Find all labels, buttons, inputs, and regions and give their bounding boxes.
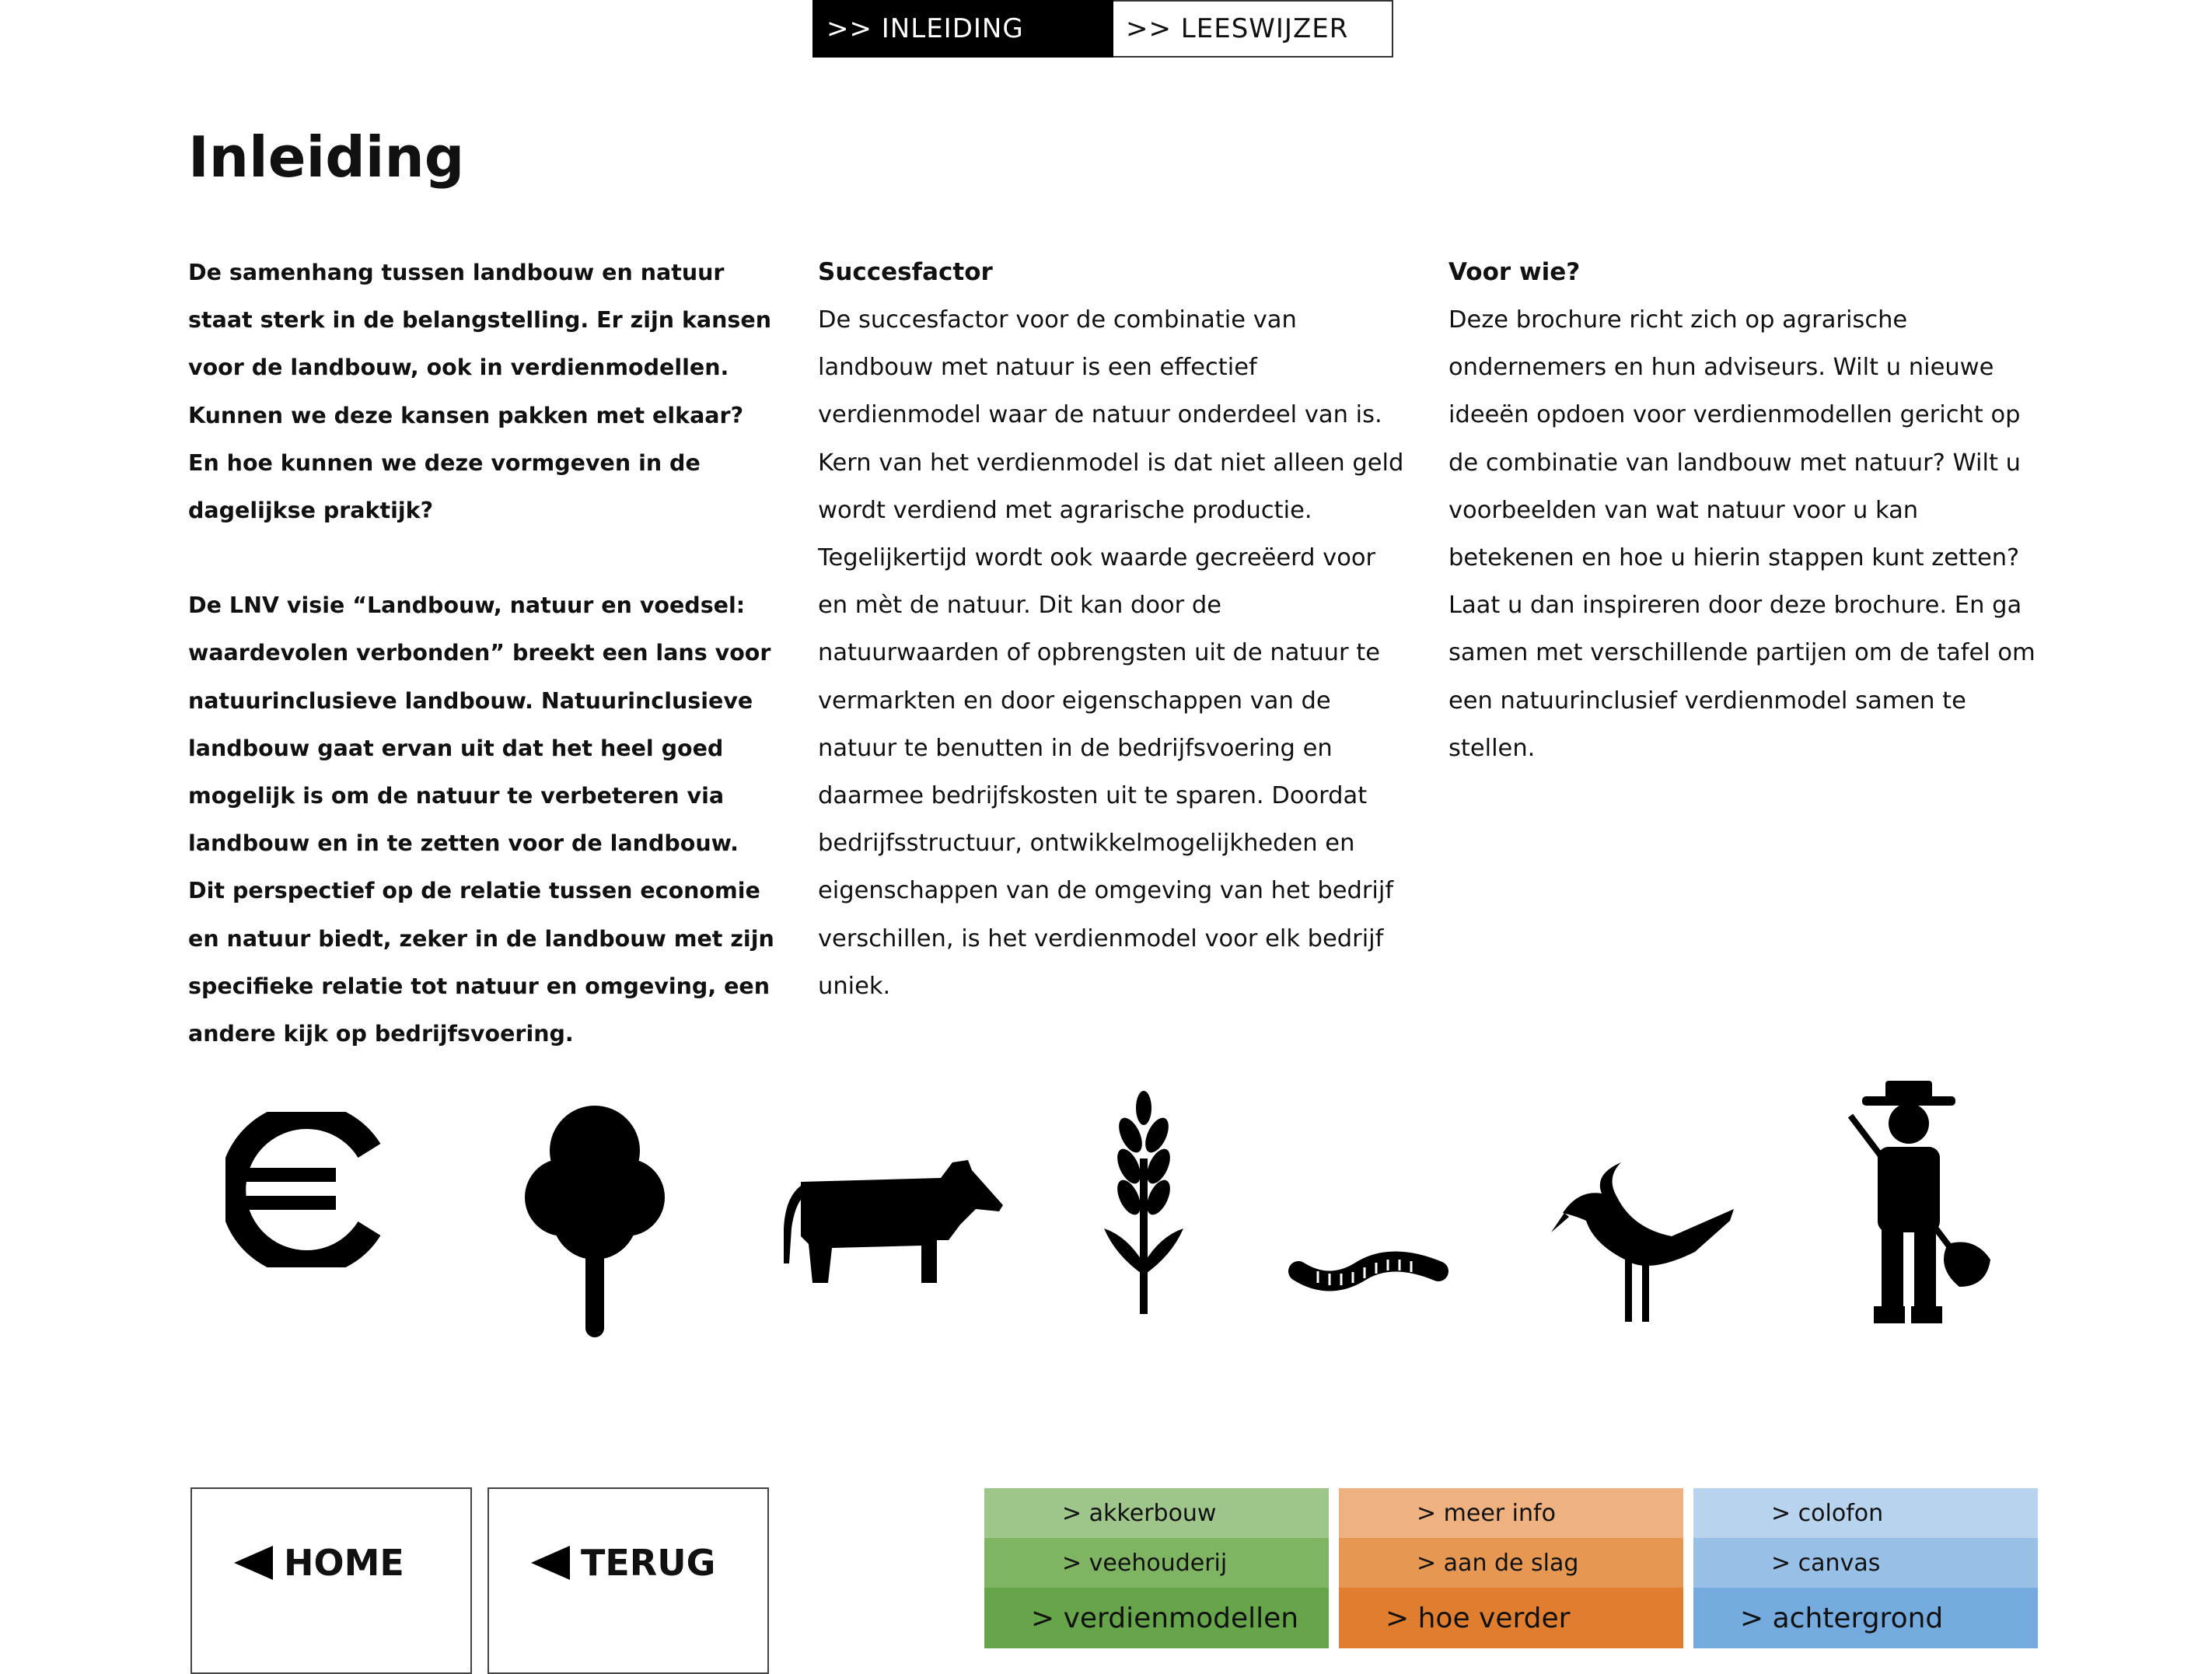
voor-wie-column: [1448, 249, 2047, 772]
succesfactor-column: [818, 249, 1409, 1010]
arrow-left-icon: [531, 1546, 570, 1580]
tree-icon: [525, 1104, 665, 1345]
cow-icon: [778, 1151, 1011, 1291]
back-label: TERUG: [581, 1542, 716, 1584]
euro-icon: [225, 1112, 381, 1267]
menu-meer-info[interactable]: > meer info: [1339, 1488, 1683, 1538]
menu-orange: [1339, 1488, 1683, 1648]
voor-wie-heading: Voor wie?: [1448, 258, 1581, 286]
succesfactor-heading: Succesfactor: [818, 258, 993, 286]
menu-achtergrond[interactable]: > achtergrond: [1693, 1588, 2038, 1648]
home-label: HOME: [284, 1542, 404, 1584]
back-button[interactable]: [487, 1487, 769, 1674]
menu-verdienmodellen[interactable]: > verdienmodellen: [984, 1588, 1329, 1648]
worm-icon: [1283, 1236, 1454, 1298]
home-button[interactable]: [190, 1487, 472, 1674]
menu-hoe-verder[interactable]: > hoe verder: [1339, 1588, 1683, 1648]
intro-paragraph-2: De LNV visie “Landbouw, natuur en voedsel: waardevolen verbonden” breekt een lans voor natuurinclusieve landbouw. Natuurinclusieve landbouw gaat ervan uit dat het heel goed mogelijk is om de natuur te verbeteren via landbouw en in te zetten voor de landbouw. Dit perspectief op de relatie tussen economie en natuur biedt, zeker in de landbouw met zijn specifieke relatie tot natuur en omgeving, een andere kijk op bedrijfsvoering.: [188, 592, 774, 1047]
menu-canvas[interactable]: > canvas: [1693, 1538, 2038, 1588]
voor-wie-text: Deze brochure richt zich op agrarische ondernemers en hun adviseurs. Wilt u nieuwe ideeën opdoen voor verdienmodellen gericht op de combinatie van landbouw met natuur? Wilt u voorbeelden van wat natuur voor u kan betekenen en hoe u hierin stappen kunt zetten? Laat u dan inspireren door deze brochure. En ga samen met verschillende partijen om de tafel om een natuurinclusief verdienmodel samen te stellen.: [1448, 306, 2036, 762]
bird-icon: [1547, 1143, 1742, 1330]
tab-inleiding[interactable]: >> INLEIDING: [812, 0, 1113, 58]
tab-leeswijzer[interactable]: >> LEESWIJZER: [1113, 0, 1393, 58]
top-tabs: [812, 0, 1393, 59]
arrow-left-icon: [234, 1546, 273, 1580]
icon-row: [0, 1065, 2212, 1337]
menu-blue: [1693, 1488, 2038, 1648]
succesfactor-text: De succesfactor voor de combinatie van landbouw met natuur is een effectief verdienmodel waar de natuur onderdeel van is. Kern van het verdienmodel is dat niet alleen geld wordt verdiend met agrarische productie. Tegelijkertijd wordt ook waarde gecreëerd voor en mèt de natuur. Dit kan door de natuurwaarden of opbrengsten uit de natuur te vermarkten en door eigenschappen van de natuur te benutten in de bedrijfsvoering en daarmee bedrijfskosten uit te sparen. Doordat bedrijfsstructuur, ontwikkelmogelijkheden en eigenschappen van de omgeving van het bedrijf verschillen, is het verdienmodel voor elk bedrijf uniek.: [818, 306, 1404, 1000]
intro-paragraph-1: De samenhang tussen landbouw en natuur staat sterk in de belangstelling. Er zijn kansen voor de landbouw, ook in verdienmodellen. Kunnen we deze kansen pakken met elkaar? En hoe kunnen we deze vormgeven in de dagelijkse praktijk?: [188, 260, 772, 524]
menu-green: [984, 1488, 1329, 1648]
wheat-icon: [1096, 1089, 1190, 1322]
intro-column: [188, 249, 779, 1057]
farmer-icon: [1843, 1081, 1998, 1330]
page-title: Inleiding: [188, 124, 465, 190]
menu-colofon[interactable]: > colofon: [1693, 1488, 2038, 1538]
menu-veehouderij[interactable]: > veehouderij: [984, 1538, 1329, 1588]
menu-aan-de-slag[interactable]: > aan de slag: [1339, 1538, 1683, 1588]
menu-akkerbouw[interactable]: > akkerbouw: [984, 1488, 1329, 1538]
